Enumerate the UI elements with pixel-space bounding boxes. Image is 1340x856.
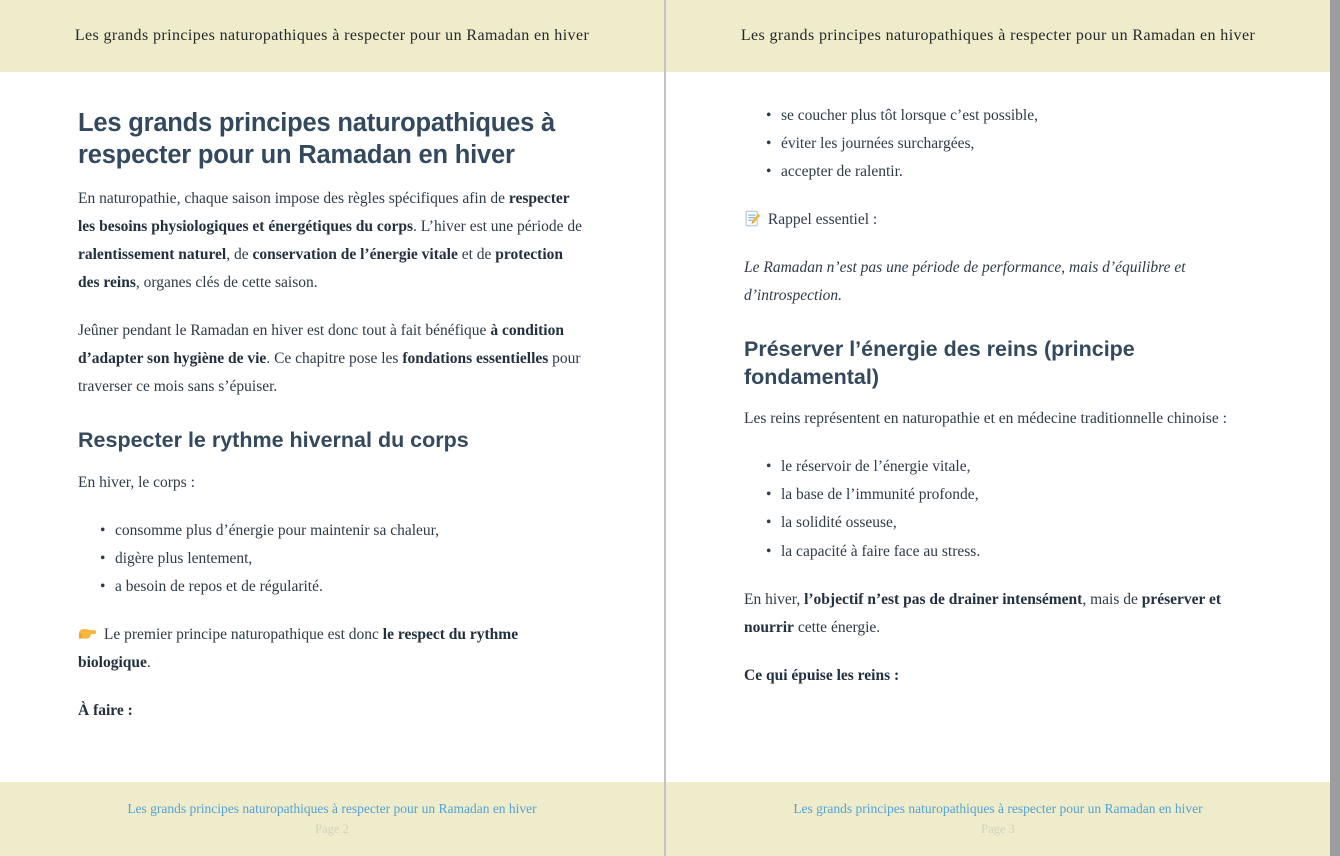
text-run: , organes clés de cette saison. (135, 273, 318, 291)
page-right (666, 0, 1330, 856)
text-run: la solidité osseuse, (781, 514, 897, 532)
bold-text: conservation de l’énergie vitale (252, 245, 458, 263)
section-heading (744, 336, 1250, 391)
list-item (766, 130, 1250, 158)
paragraph (744, 662, 1250, 690)
page-content (666, 72, 1330, 782)
running-header-title: Les grands principes naturopathiques à respecter pour un Ramadan en hiver (74, 27, 590, 44)
bold-text: l’objectif n’est pas de drainer intensément (804, 590, 1083, 608)
text-run: Jeûner pendant le Ramadan en hiver est donc tout à fait bénéfique (78, 321, 491, 339)
bullet-list (744, 453, 1250, 565)
list-item (766, 481, 1250, 509)
bold-text: respecter les besoins physiologiques et énergétiques du corps (78, 189, 570, 235)
text-run: , de (226, 245, 253, 263)
paragraph (78, 621, 584, 677)
paragraph (78, 317, 584, 401)
bold-text: protection des reins (78, 245, 564, 291)
memo-icon (744, 210, 761, 227)
text-run: se coucher plus tôt lorsque c’est possible, (781, 107, 1038, 124)
text-run: Préserver l’énergie des reins (principe fondamental) (744, 337, 1135, 389)
point-right-icon (78, 623, 97, 642)
list-item (100, 573, 584, 601)
page-header-band (0, 0, 664, 72)
bold-text: préserver et nourrir (744, 590, 1222, 636)
italic-text: Le Ramadan n’est pas une période de performance, mais d’équilibre et d’introspection. (744, 259, 1186, 305)
paragraph (78, 697, 584, 725)
text-run: digère plus lentement, (115, 549, 253, 567)
text-run: En naturopathie, chaque saison impose des règles spécifiques afin de (78, 189, 509, 207)
list-item (766, 158, 1250, 186)
section-heading (78, 108, 584, 172)
text-run: et de (457, 245, 496, 263)
text-run: Les reins représentent en naturopathie et en médecine traditionnelle chinoise : (744, 410, 1227, 428)
list-item (100, 517, 584, 545)
page-left (0, 0, 664, 856)
page-number-label: Page 3 (981, 822, 1015, 836)
paragraph (744, 254, 1250, 310)
text-run: , mais de (1082, 590, 1142, 608)
running-header-title: Les grands principes naturopathiques à respecter pour un Ramadan en hiver (740, 27, 1256, 44)
text-run: la base de l’immunité profonde, (781, 486, 979, 504)
page-number-label: Page 2 (315, 822, 349, 836)
page-footer-band (666, 782, 1330, 856)
bold-text: ralentissement naturel (78, 245, 227, 263)
paragraph (78, 185, 584, 297)
list-item (766, 538, 1250, 566)
bold-text: à condition d’adapter son hygiène de vie (78, 321, 564, 367)
page-header-band (666, 0, 1330, 72)
text-run: Rappel essentiel : (764, 211, 878, 229)
text-run: consomme plus d’énergie pour maintenir sa chaleur, (115, 521, 440, 539)
bold-text: À faire : (78, 701, 133, 719)
text-run: le réservoir de l’énergie vitale, (781, 458, 971, 476)
text-run: éviter les journées surchargées, (781, 135, 975, 153)
text-run: . Ce chapitre pose les (266, 349, 403, 367)
text-run: la capacité à faire face au stress. (781, 542, 981, 560)
text-run: Les grands principes naturopathiques à respecter pour un Ramadan en hiver (78, 109, 555, 169)
bullet-list (78, 517, 584, 601)
text-run: cette énergie. (793, 618, 881, 636)
bold-text: Ce qui épuise les reins : (744, 666, 900, 684)
text-run: En hiver, le corps : (78, 473, 195, 491)
footer-title-link[interactable]: Les grands principes naturopathiques à respecter pour un Ramadan en hiver (127, 801, 537, 816)
paragraph (744, 206, 1250, 234)
bold-text: le respect du rythme biologique (78, 625, 519, 671)
paragraph (744, 586, 1250, 642)
footer-title-link[interactable]: Les grands principes naturopathiques à respecter pour un Ramadan en hiver (793, 801, 1203, 816)
text-run: Respecter le rythme hivernal du corps (78, 428, 469, 453)
list-item (766, 509, 1250, 537)
section-heading (78, 427, 584, 455)
text-run: pour traverser ce mois sans s’épuiser. (78, 349, 581, 396)
vertical-scrollbar[interactable] (1330, 0, 1340, 856)
bullet-list (744, 102, 1250, 186)
text-run: accepter de ralentir. (781, 163, 903, 181)
text-run: . (146, 653, 151, 671)
bold-text: fondations essentielles (402, 349, 549, 367)
text-run: . L’hiver est une période de (413, 217, 583, 235)
text-run: Le premier principe naturopathique est donc (100, 625, 383, 643)
paragraph (744, 405, 1250, 433)
list-item (100, 545, 584, 573)
list-item (766, 453, 1250, 481)
list-item (766, 102, 1250, 130)
page-content (0, 72, 664, 782)
text-run: a besoin de repos et de régularité. (115, 577, 323, 595)
text-run: En hiver, (744, 590, 805, 608)
page-footer-band (0, 782, 664, 856)
paragraph (78, 469, 584, 497)
